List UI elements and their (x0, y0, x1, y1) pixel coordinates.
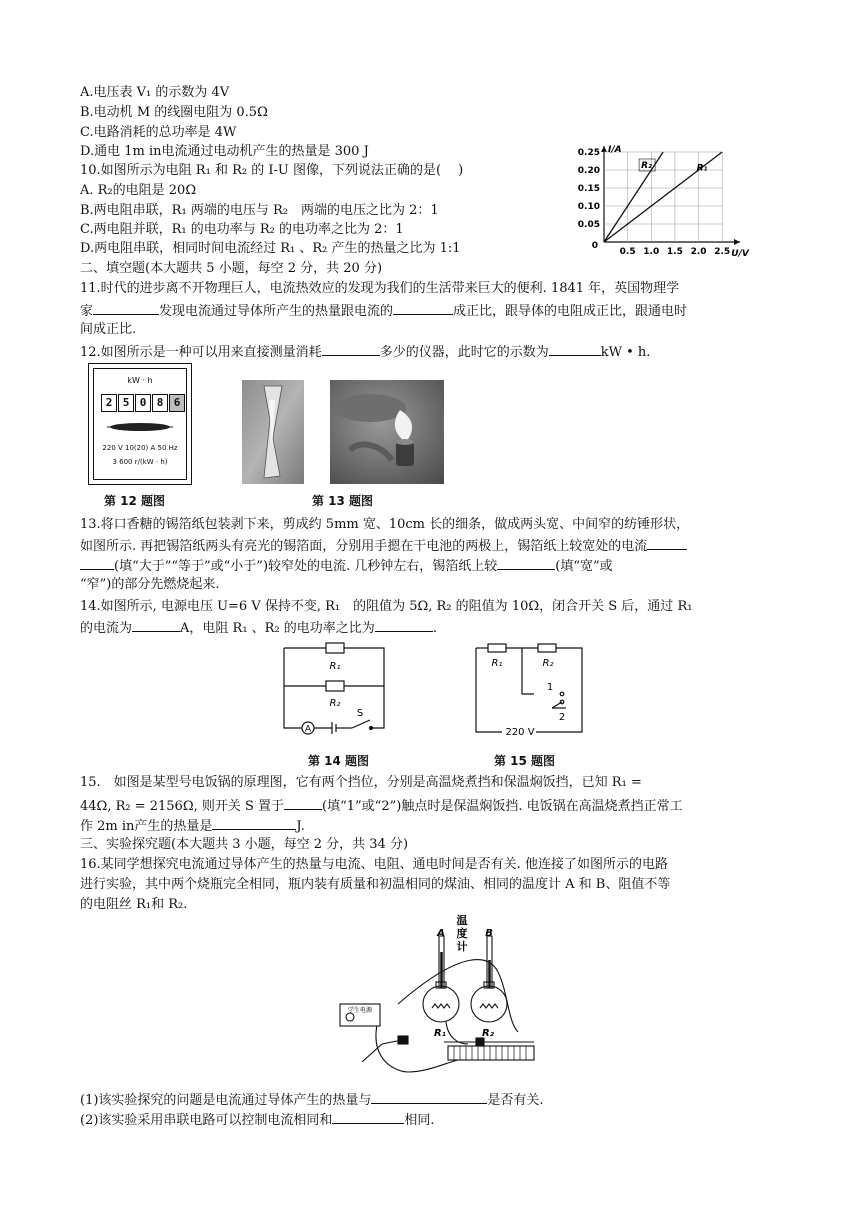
x-tick-label: 2.0 (690, 247, 707, 257)
iu-chart (566, 138, 749, 268)
circuit-fig15 (470, 644, 588, 740)
q14-line1: 14.如图所示, 电源电压 U=6 V 保持不变, R₁ 的阻值为 5Ω, R₂ 的阻值为 10Ω，闭合开关 S 后，通过 R₁ (80, 599, 693, 614)
q16-blank-1[interactable] (371, 1090, 487, 1104)
q14-blank-1[interactable] (132, 618, 180, 632)
series-label: R₁ (696, 163, 708, 174)
section-2-heading: 二、填空题(本大题共 5 小题，每空 2 分，共 20 分) (80, 261, 383, 276)
q12-line: 12.如图所示是一种可以用来直接测量消耗 多少的仪器，此时它的示数为 kW • h. (80, 342, 650, 362)
meter-disc-icon (105, 420, 175, 434)
meter-unit: kW · h (127, 376, 153, 385)
y-tick-label: 0.20 (577, 166, 600, 176)
q15-line3: 作 2m in产生的热量是 J. (80, 816, 305, 836)
y-tick-label: 0.25 (577, 148, 600, 158)
y-axis-arrow (601, 146, 607, 152)
q16-line2: 进行实验，其中两个烧瓶完全相同，瓶内装有质量和初温相同的煤油、相同的温度计 A 和 B、阻值不等 (80, 877, 671, 892)
contact-2-label: 2 (558, 712, 566, 723)
series-line (604, 152, 663, 242)
x-tick-label: 0.5 (619, 247, 636, 257)
q10-option-c: C.两电阻并联，R₁ 的电功率与 R₂ 的电功率之比为 2：1 (80, 222, 404, 237)
q15-line2: 44Ω, R₂ = 2156Ω, 则开关 S 置于 (填“1”或“2”)触点时是保温焖饭挡. 电饭锅在高温烧煮挡正常工 (80, 796, 683, 816)
q16-blank-2[interactable] (332, 1110, 404, 1124)
q15-line1: 15. 如图是某型号电饭锅的原理图，它有两个挡位，分别是高温烧煮挡和保温焖饭挡，已知 R₁ = (80, 775, 642, 790)
origin-label: 0 (591, 241, 598, 251)
experiment-apparatus (338, 912, 538, 1084)
q10-option-b: B.两电阻串联，R₁ 两端的电压与 R₂ 两端的电压之比为 2：1 (80, 203, 439, 218)
q11-line2: 家 发现电流通过导体所产生的热量跟电流的 成正比，跟导体的电阻成正比，跟通电时 (80, 301, 687, 321)
fig15-caption: 第 15 题图 (494, 754, 556, 768)
x-tick-label: 2.5 (714, 247, 731, 257)
thermometer-b-label: B (485, 928, 493, 939)
meter-digit: 0 (135, 394, 151, 412)
apparatus-r1-label: R₁ (433, 1028, 447, 1039)
power-supply-label: 学生电源 (347, 1007, 373, 1014)
contact-1-label: 1 (546, 682, 554, 693)
switch-label: S (356, 708, 364, 719)
source-label: 220 V (505, 727, 535, 738)
foil-strip-photo (242, 380, 304, 484)
y-tick-label: 0.15 (577, 184, 600, 194)
q10-option-a: A. R₂的电阻是 20Ω (80, 183, 197, 198)
q9-option-a: A.电压表 V₁ 的示数为 4V (80, 85, 230, 100)
q13-line4: “窄”)的部分先燃烧起来. (80, 577, 220, 592)
meter-spec-2: 3 600 r/(kW · h) (112, 458, 168, 466)
q16-line1: 16.某同学想探究电流通过导体产生的热量与电流、电阻、通电时间是否有关. 他连接了如图所示的电路 (80, 857, 668, 872)
q10-option-d: D.两电阻串联，相同时间电流经过 R₁ 、R₂ 产生的热量之比为 1:1 (80, 241, 461, 256)
thermo-char-3: 计 (456, 940, 468, 953)
q13-line2: 如图所示. 再把锡箔纸两头有亮光的锡箔面，分别用手摁在干电池的两极上，锡箔纸上较宽处的电流 (80, 536, 687, 556)
x-tick-label: 1.5 (666, 247, 683, 257)
fig15-r2-label: R₂ (542, 658, 554, 669)
q11-line3: 间成正比. (80, 322, 137, 337)
q16-sub1: (1)该实验探究的问题是电流通过导体产生的热量与 是否有关. (80, 1090, 544, 1110)
q9-option-d: D.通电 1m in电流通过电动机产生的热量是 300 J (80, 144, 369, 159)
q15-blank-1[interactable] (284, 796, 322, 810)
meter-spec-1: 220 V 10(20) A 50 Hz (102, 444, 178, 452)
meter-digit: 2 (101, 394, 117, 412)
q14-line2: 的电流为 A，电阻 R₁ 、R₂ 的电功率之比为 . (80, 618, 437, 638)
q14-blank-2[interactable] (375, 618, 433, 632)
q13-line3: (填“大于”“等于”或“小于”)较窄处的电流. 几秒钟左右，锡箔纸上较 (填“宽”或 (80, 556, 613, 576)
q16-line3: 的电阻丝 R₁和 R₂. (80, 897, 188, 912)
thermo-char-2: 度 (456, 927, 468, 940)
ammeter-label: A (304, 724, 312, 735)
q16-sub2: (2)该实验采用串联电路可以控制电流相同和 相同. (80, 1110, 435, 1130)
apparatus-r2-label: R₂ (481, 1028, 495, 1039)
circuit-fig14 (282, 638, 388, 738)
burning-foil-photo (330, 380, 444, 484)
q11-blank-2[interactable] (393, 301, 453, 315)
meter-digits (101, 394, 186, 412)
q13-blank-2[interactable] (497, 556, 555, 570)
thermo-char-1: 温 (456, 914, 468, 927)
meter-digit: 5 (118, 394, 134, 412)
meter-digit: 6 (169, 394, 185, 412)
x-tick-label: 1.0 (643, 247, 660, 257)
q11-blank-1[interactable] (93, 301, 159, 315)
section-3-heading: 三、实验探究题(本大题共 3 小题，每空 2 分，共 34 分) (80, 837, 409, 852)
q15-blank-2[interactable] (212, 816, 296, 830)
y-axis-label: I/A (608, 145, 622, 155)
fig14-r1-label: R₁ (329, 661, 341, 672)
q13-blank-1a[interactable] (647, 536, 687, 550)
thermometer-a-label: A (437, 928, 445, 939)
q13-line1: 13.将口香糖的锡箔纸包装剥下来，剪成约 5mm 宽、10cm 长的细条，做成两头宽、中间窄的纺锤形状， (80, 517, 690, 532)
fig12-caption: 第 12 题图 (104, 494, 166, 508)
q13-blank-1b[interactable] (80, 556, 114, 570)
q11-line1: 11.时代的进步离不开物理巨人，电流热效应的发现为我们的生活带来巨大的便利. 1841 年，英国物理学 (80, 281, 680, 296)
x-axis-arrow (734, 239, 740, 245)
fig15-r1-label: R₁ (491, 658, 503, 669)
fig14-r2-label: R₂ (329, 698, 341, 709)
electricity-meter (88, 363, 192, 485)
series-label: R₂ (641, 161, 652, 171)
fig14-caption: 第 14 题图 (308, 754, 370, 768)
meter-digit: 8 (152, 394, 168, 412)
q9-option-c: C.电路消耗的总功率是 4W (80, 125, 237, 140)
y-tick-label: 0.05 (577, 220, 600, 230)
q9-option-b: B.电动机 M 的线圈电阻为 0.5Ω (80, 105, 268, 120)
x-axis-label: U/V (731, 249, 749, 259)
fig13-caption: 第 13 题图 (312, 494, 374, 508)
q10-stem: 10.如图所示为电阻 R₁ 和 R₂ 的 I-U 图像，下列说法正确的是( ) (80, 163, 464, 178)
y-tick-label: 0.10 (577, 202, 600, 212)
q12-blank-2[interactable] (549, 342, 601, 356)
q12-blank-1[interactable] (322, 342, 380, 356)
